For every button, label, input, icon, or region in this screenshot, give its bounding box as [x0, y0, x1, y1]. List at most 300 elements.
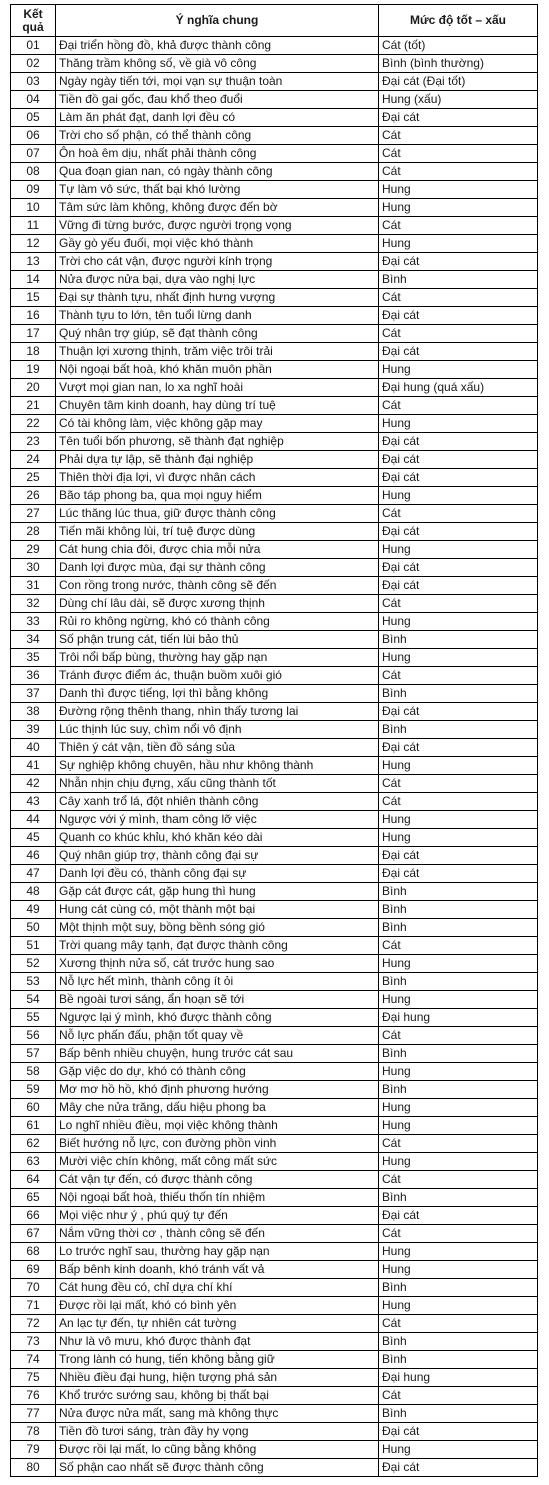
level-cell: Hung: [379, 955, 538, 973]
table-row: [11, 271, 538, 289]
meaning-cell: Được rồi lại mất, lo cũng bằng không: [56, 1441, 379, 1459]
table-row: [11, 793, 538, 811]
result-number-cell: 65: [11, 1189, 56, 1207]
result-number-cell: 15: [11, 289, 56, 307]
level-cell: Đại cát: [379, 865, 538, 883]
table-row: [11, 379, 538, 397]
level-cell: Cát: [379, 217, 538, 235]
result-number-cell: 79: [11, 1441, 56, 1459]
meaning-cell: Quý nhân giúp trợ, thành công đại sự: [56, 847, 379, 865]
result-number-cell: 10: [11, 199, 56, 217]
meaning-cell: Gầy gò yếu đuối, mọi việc khó thành: [56, 235, 379, 253]
result-number-cell: 48: [11, 883, 56, 901]
level-cell: Hung: [379, 1117, 538, 1135]
meaning-cell: Lúc thịnh lúc suy, chìm nổi vô định: [56, 721, 379, 739]
meaning-cell: Trong lành có hung, tiến không bằng giữ: [56, 1351, 379, 1369]
meaning-cell: Nỗ lực phấn đấu, phận tốt quay về: [56, 1027, 379, 1045]
table-row: [11, 919, 538, 937]
result-number-cell: 43: [11, 793, 56, 811]
result-number-cell: 16: [11, 307, 56, 325]
meaning-cell: Cát hung chia đôi, được chia mỗi nửa: [56, 541, 379, 559]
table-row: [11, 1333, 538, 1351]
meaning-cell: Số phận trung cát, tiến lùi bảo thủ: [56, 631, 379, 649]
meaning-cell: Nỗ lực hết mình, thành công ít ỏi: [56, 973, 379, 991]
result-number-cell: 78: [11, 1423, 56, 1441]
level-cell: Cát: [379, 1027, 538, 1045]
meaning-cell: Một thịnh một suy, bồng bềnh sóng gió: [56, 919, 379, 937]
table-row: [11, 343, 538, 361]
meaning-cell: Lo trước nghĩ sau, thường hay gặp nạn: [56, 1243, 379, 1261]
table-row: [11, 1207, 538, 1225]
meaning-cell: Qua đoạn gian nan, có ngày thành công: [56, 163, 379, 181]
table-row: [11, 1387, 538, 1405]
table-row: [11, 1189, 538, 1207]
meaning-cell: Thiên ý cát vận, tiền đồ sáng sủa: [56, 739, 379, 757]
meaning-cell: Đại sự thành tựu, nhất định hưng vượng: [56, 289, 379, 307]
level-cell: Hung: [379, 487, 538, 505]
result-number-cell: 56: [11, 1027, 56, 1045]
result-number-cell: 52: [11, 955, 56, 973]
meaning-cell: Vượt mọi gian nan, lo xa nghĩ hoài: [56, 379, 379, 397]
meaning-cell: Mây che nửa trăng, dấu hiệu phong ba: [56, 1099, 379, 1117]
meaning-cell: Trôi nổi bấp bùng, thường hay gặp nạn: [56, 649, 379, 667]
result-number-cell: 41: [11, 757, 56, 775]
result-number-cell: 57: [11, 1045, 56, 1063]
table-row: [11, 127, 538, 145]
table-row: [11, 73, 538, 91]
table-row: [11, 757, 538, 775]
meaning-cell: Tránh được điểm ác, thuận buồm xuôi gió: [56, 667, 379, 685]
result-number-cell: 19: [11, 361, 56, 379]
table-row: [11, 541, 538, 559]
level-cell: Đại cát: [379, 343, 538, 361]
result-number-cell: 21: [11, 397, 56, 415]
table-row: [11, 523, 538, 541]
header-level: Mức độ tốt – xấu: [379, 5, 538, 37]
result-number-cell: 31: [11, 577, 56, 595]
result-number-cell: 62: [11, 1135, 56, 1153]
meaning-cell: Ngược với ý mình, tham công lỡ việc: [56, 811, 379, 829]
result-number-cell: 76: [11, 1387, 56, 1405]
table-body: [11, 37, 538, 1477]
meaning-cell: Xương thịnh nửa số, cát trước hung sao: [56, 955, 379, 973]
result-number-cell: 23: [11, 433, 56, 451]
level-cell: Đại cát: [379, 577, 538, 595]
meaning-cell: Mười việc chín không, mất công mất sức: [56, 1153, 379, 1171]
result-number-cell: 73: [11, 1333, 56, 1351]
table-row: [11, 1459, 538, 1477]
level-cell: Cát: [379, 163, 538, 181]
level-cell: Bình: [379, 1405, 538, 1423]
table-row: [11, 505, 538, 523]
result-number-cell: 09: [11, 181, 56, 199]
level-cell: Đại cát: [379, 451, 538, 469]
table-row: [11, 1243, 538, 1261]
meaning-cell: Như là vô mưu, khó được thành đạt: [56, 1333, 379, 1351]
level-cell: Đại hung: [379, 1369, 538, 1387]
meaning-cell: Tâm sức làm không, không được đến bờ: [56, 199, 379, 217]
level-cell: Bình: [379, 901, 538, 919]
table-row: [11, 37, 538, 55]
level-cell: Đại hung: [379, 1009, 538, 1027]
level-cell: Đại cát: [379, 433, 538, 451]
level-cell: Hung: [379, 361, 538, 379]
meaning-cell: Con rồng trong nước, thành công sẽ đến: [56, 577, 379, 595]
table-row: [11, 1423, 538, 1441]
level-cell: Cát (tốt): [379, 37, 538, 55]
result-number-cell: 02: [11, 55, 56, 73]
level-cell: Đại cát: [379, 307, 538, 325]
meaning-cell: Phải dựa tự lập, sẽ thành đại nghiệp: [56, 451, 379, 469]
result-number-cell: 74: [11, 1351, 56, 1369]
level-cell: Hung: [379, 613, 538, 631]
meaning-cell: Chuyên tâm kinh doanh, hay dùng trí tuệ: [56, 397, 379, 415]
table-row: [11, 937, 538, 955]
meaning-cell: An lạc tự đến, tự nhiên cát tường: [56, 1315, 379, 1333]
meaning-cell: Ôn hoà êm dịu, nhất phải thành công: [56, 145, 379, 163]
meaning-cell: Gặp việc do dự, khó có thành công: [56, 1063, 379, 1081]
result-number-cell: 70: [11, 1279, 56, 1297]
meaning-cell: Danh lợi được mùa, đại sự thành công: [56, 559, 379, 577]
result-number-cell: 77: [11, 1405, 56, 1423]
table-row: [11, 631, 538, 649]
level-cell: Hung: [379, 199, 538, 217]
meaning-cell: Số phận cao nhất sẽ được thành công: [56, 1459, 379, 1477]
result-number-cell: 44: [11, 811, 56, 829]
header-result: Kết quả: [11, 5, 56, 37]
meaning-cell: Làm ăn phát đạt, danh lợi đều có: [56, 109, 379, 127]
result-number-cell: 11: [11, 217, 56, 235]
level-cell: Bình: [379, 1351, 538, 1369]
meaning-cell: Có tài không làm, việc không gặp may: [56, 415, 379, 433]
result-number-cell: 75: [11, 1369, 56, 1387]
level-cell: Cát: [379, 127, 538, 145]
table-row: [11, 1117, 538, 1135]
table-row: [11, 559, 538, 577]
level-cell: Đại cát: [379, 109, 538, 127]
table-row: [11, 775, 538, 793]
result-number-cell: 04: [11, 91, 56, 109]
result-number-cell: 18: [11, 343, 56, 361]
level-cell: Hung: [379, 1063, 538, 1081]
level-cell: Cát: [379, 1387, 538, 1405]
level-cell: Hung: [379, 757, 538, 775]
table-row: [11, 415, 538, 433]
result-number-cell: 13: [11, 253, 56, 271]
level-cell: Hung: [379, 1153, 538, 1171]
table-row: [11, 289, 538, 307]
table-row: [11, 1405, 538, 1423]
result-number-cell: 36: [11, 667, 56, 685]
table-row: [11, 1063, 538, 1081]
table-row: [11, 595, 538, 613]
meaning-table-page: [10, 4, 538, 1477]
level-cell: Cát: [379, 775, 538, 793]
level-cell: Đại cát: [379, 1423, 538, 1441]
table-row: [11, 1261, 538, 1279]
result-number-cell: 05: [11, 109, 56, 127]
meaning-cell: Rủi ro không ngừng, khó có thành công: [56, 613, 379, 631]
level-cell: Hung: [379, 991, 538, 1009]
level-cell: Bình: [379, 919, 538, 937]
meaning-cell: Tiến mãi không lùi, trí tuệ được dùng: [56, 523, 379, 541]
level-cell: Bình: [379, 883, 538, 901]
table-row: [11, 973, 538, 991]
result-number-cell: 37: [11, 685, 56, 703]
level-cell: Bình: [379, 973, 538, 991]
table-row: [11, 397, 538, 415]
meaning-table: [10, 4, 538, 1477]
level-cell: Hung: [379, 649, 538, 667]
meaning-cell: Danh lợi đều có, thành công đại sự: [56, 865, 379, 883]
meaning-cell: Trời quang mây tạnh, đạt được thành công: [56, 937, 379, 955]
table-row: [11, 307, 538, 325]
result-number-cell: 08: [11, 163, 56, 181]
level-cell: Hung: [379, 415, 538, 433]
level-cell: Hung: [379, 541, 538, 559]
table-row: [11, 721, 538, 739]
table-row: [11, 847, 538, 865]
table-row: [11, 703, 538, 721]
level-cell: Cát: [379, 793, 538, 811]
meaning-cell: Tiền đồ gai gốc, đau khổ theo đuổi: [56, 91, 379, 109]
meaning-cell: Hung cát cùng có, một thành một bại: [56, 901, 379, 919]
meaning-cell: Mơ mơ hồ hồ, khó định phương hướng: [56, 1081, 379, 1099]
table-row: [11, 1297, 538, 1315]
level-cell: Đại cát: [379, 739, 538, 757]
level-cell: Đại hung (quá xấu): [379, 379, 538, 397]
table-row: [11, 1279, 538, 1297]
level-cell: Bình: [379, 685, 538, 703]
result-number-cell: 39: [11, 721, 56, 739]
meaning-cell: Thuận lợi xương thịnh, trăm việc trôi trải: [56, 343, 379, 361]
level-cell: Cát: [379, 667, 538, 685]
meaning-cell: Nắm vững thời cơ , thành công sẽ đến: [56, 1225, 379, 1243]
meaning-cell: Nửa được nửa mất, sang mà không thực: [56, 1405, 379, 1423]
meaning-cell: Cát hung đều có, chỉ dựa chí khí: [56, 1279, 379, 1297]
table-row: [11, 1135, 538, 1153]
result-number-cell: 47: [11, 865, 56, 883]
result-number-cell: 61: [11, 1117, 56, 1135]
result-number-cell: 07: [11, 145, 56, 163]
result-number-cell: 63: [11, 1153, 56, 1171]
meaning-cell: Mọi việc như ý , phú quý tự đến: [56, 1207, 379, 1225]
meaning-cell: Tiền đồ tươi sáng, tràn đầy hy vọng: [56, 1423, 379, 1441]
level-cell: Cát: [379, 289, 538, 307]
result-number-cell: 49: [11, 901, 56, 919]
result-number-cell: 59: [11, 1081, 56, 1099]
result-number-cell: 80: [11, 1459, 56, 1477]
level-cell: Hung: [379, 829, 538, 847]
result-number-cell: 67: [11, 1225, 56, 1243]
level-cell: Bình: [379, 1189, 538, 1207]
table-row: [11, 865, 538, 883]
table-row: [11, 1369, 538, 1387]
table-row: [11, 1027, 538, 1045]
table-row: [11, 829, 538, 847]
meaning-cell: Bấp bênh kinh doanh, khó tránh vất vả: [56, 1261, 379, 1279]
meaning-cell: Thành tựu to lớn, tên tuổi lừng danh: [56, 307, 379, 325]
meaning-cell: Biết hướng nỗ lực, con đường phồn vinh: [56, 1135, 379, 1153]
meaning-cell: Bão táp phong ba, qua mọi nguy hiểm: [56, 487, 379, 505]
meaning-cell: Đại triển hồng đồ, khả được thành công: [56, 37, 379, 55]
level-cell: Bình (bình thường): [379, 55, 538, 73]
table-row: [11, 1441, 538, 1459]
result-number-cell: 28: [11, 523, 56, 541]
meaning-cell: Cây xanh trổ lá, đột nhiên thành công: [56, 793, 379, 811]
meaning-cell: Ngày ngày tiến tới, mọi vạn sự thuận toàn: [56, 73, 379, 91]
level-cell: Đại cát: [379, 523, 538, 541]
table-row: [11, 217, 538, 235]
level-cell: Hung: [379, 1297, 538, 1315]
meaning-cell: Sự nghiệp không chuyên, hầu như không thành: [56, 757, 379, 775]
table-row: [11, 163, 538, 181]
table-row: [11, 1099, 538, 1117]
header-row: [11, 5, 538, 37]
table-row: [11, 451, 538, 469]
level-cell: Cát: [379, 1171, 538, 1189]
result-number-cell: 22: [11, 415, 56, 433]
table-row: [11, 1351, 538, 1369]
meaning-cell: Tên tuổi bốn phương, sẽ thành đạt nghiệp: [56, 433, 379, 451]
table-row: [11, 1081, 538, 1099]
result-number-cell: 42: [11, 775, 56, 793]
table-row: [11, 883, 538, 901]
table-row: [11, 649, 538, 667]
result-number-cell: 17: [11, 325, 56, 343]
table-row: [11, 487, 538, 505]
level-cell: Hung: [379, 181, 538, 199]
level-cell: Đại cát (Đại tốt): [379, 73, 538, 91]
result-number-cell: 03: [11, 73, 56, 91]
meaning-cell: Gặp cát được cát, gặp hung thì hung: [56, 883, 379, 901]
result-number-cell: 20: [11, 379, 56, 397]
result-number-cell: 69: [11, 1261, 56, 1279]
level-cell: Đại cát: [379, 469, 538, 487]
level-cell: Đại cát: [379, 1207, 538, 1225]
level-cell: Cát: [379, 937, 538, 955]
meaning-cell: Danh thì được tiếng, lợi thì bằng không: [56, 685, 379, 703]
table-row: [11, 811, 538, 829]
result-number-cell: 14: [11, 271, 56, 289]
meaning-cell: Cát vận tự đến, có được thành công: [56, 1171, 379, 1189]
table-row: [11, 1171, 538, 1189]
result-number-cell: 54: [11, 991, 56, 1009]
table-row: [11, 955, 538, 973]
meaning-cell: Đường rộng thênh thang, nhìn thấy tương lai: [56, 703, 379, 721]
result-number-cell: 51: [11, 937, 56, 955]
result-number-cell: 40: [11, 739, 56, 757]
meaning-cell: Nội ngoại bất hoà, thiếu thốn tín nhiệm: [56, 1189, 379, 1207]
result-number-cell: 32: [11, 595, 56, 613]
table-row: [11, 739, 538, 757]
meaning-cell: Nhiều điều đại hung, hiện tượng phá sản: [56, 1369, 379, 1387]
table-row: [11, 91, 538, 109]
level-cell: Cát: [379, 505, 538, 523]
result-number-cell: 29: [11, 541, 56, 559]
result-number-cell: 46: [11, 847, 56, 865]
result-number-cell: 68: [11, 1243, 56, 1261]
meaning-cell: Bấp bênh nhiều chuyện, hung trước cát sau: [56, 1045, 379, 1063]
result-number-cell: 12: [11, 235, 56, 253]
meaning-cell: Lo nghĩ nhiều điều, mọi việc không thành: [56, 1117, 379, 1135]
level-cell: Cát: [379, 397, 538, 415]
result-number-cell: 72: [11, 1315, 56, 1333]
table-row: [11, 1009, 538, 1027]
result-number-cell: 35: [11, 649, 56, 667]
table-row: [11, 1225, 538, 1243]
table-row: [11, 667, 538, 685]
table-row: [11, 685, 538, 703]
level-cell: Đại cát: [379, 847, 538, 865]
result-number-cell: 64: [11, 1171, 56, 1189]
level-cell: Bình: [379, 271, 538, 289]
result-number-cell: 66: [11, 1207, 56, 1225]
level-cell: Hung: [379, 1261, 538, 1279]
level-cell: Cát: [379, 595, 538, 613]
result-number-cell: 60: [11, 1099, 56, 1117]
meaning-cell: Thiên thời địa lợi, vì được nhân cách: [56, 469, 379, 487]
level-cell: Bình: [379, 721, 538, 739]
meaning-cell: Nhẫn nhịn chịu đựng, xấu cũng thành tốt: [56, 775, 379, 793]
level-cell: Đại cát: [379, 559, 538, 577]
result-number-cell: 27: [11, 505, 56, 523]
result-number-cell: 55: [11, 1009, 56, 1027]
meaning-cell: Quý nhân trợ giúp, sẽ đạt thành công: [56, 325, 379, 343]
meaning-cell: Được rồi lại mất, khó có bình yên: [56, 1297, 379, 1315]
level-cell: Bình: [379, 1045, 538, 1063]
result-number-cell: 30: [11, 559, 56, 577]
level-cell: Bình: [379, 631, 538, 649]
result-number-cell: 26: [11, 487, 56, 505]
result-number-cell: 01: [11, 37, 56, 55]
level-cell: Hung: [379, 235, 538, 253]
table-row: [11, 199, 538, 217]
level-cell: Bình: [379, 1081, 538, 1099]
level-cell: Hung (xấu): [379, 91, 538, 109]
level-cell: Bình: [379, 1333, 538, 1351]
meaning-cell: Dùng chí lâu dài, sẽ được xương thịnh: [56, 595, 379, 613]
level-cell: Hung: [379, 1099, 538, 1117]
meaning-cell: Trời cho cát vận, được người kính trọng: [56, 253, 379, 271]
header-meaning: Ý nghĩa chung: [56, 5, 379, 37]
result-number-cell: 38: [11, 703, 56, 721]
meaning-cell: Nội ngoại bất hoà, khó khăn muôn phần: [56, 361, 379, 379]
result-number-cell: 58: [11, 1063, 56, 1081]
meaning-cell: Khổ trước sướng sau, không bị thất bại: [56, 1387, 379, 1405]
table-row: [11, 433, 538, 451]
table-row: [11, 991, 538, 1009]
meaning-cell: Trời cho số phận, có thể thành công: [56, 127, 379, 145]
meaning-cell: Ngược lại ý mình, khó được thành công: [56, 1009, 379, 1027]
meaning-cell: Thăng trầm không số, về già vô công: [56, 55, 379, 73]
table-row: [11, 109, 538, 127]
meaning-cell: Nửa được nửa bại, dựa vào nghị lực: [56, 271, 379, 289]
table-row: [11, 361, 538, 379]
result-number-cell: 71: [11, 1297, 56, 1315]
table-row: [11, 145, 538, 163]
level-cell: Đại cát: [379, 1459, 538, 1477]
table-row: [11, 253, 538, 271]
table-row: [11, 469, 538, 487]
level-cell: Hung: [379, 1441, 538, 1459]
level-cell: Cát: [379, 145, 538, 163]
result-number-cell: 25: [11, 469, 56, 487]
table-row: [11, 901, 538, 919]
table-row: [11, 613, 538, 631]
level-cell: Bình: [379, 1279, 538, 1297]
level-cell: Cát: [379, 1315, 538, 1333]
